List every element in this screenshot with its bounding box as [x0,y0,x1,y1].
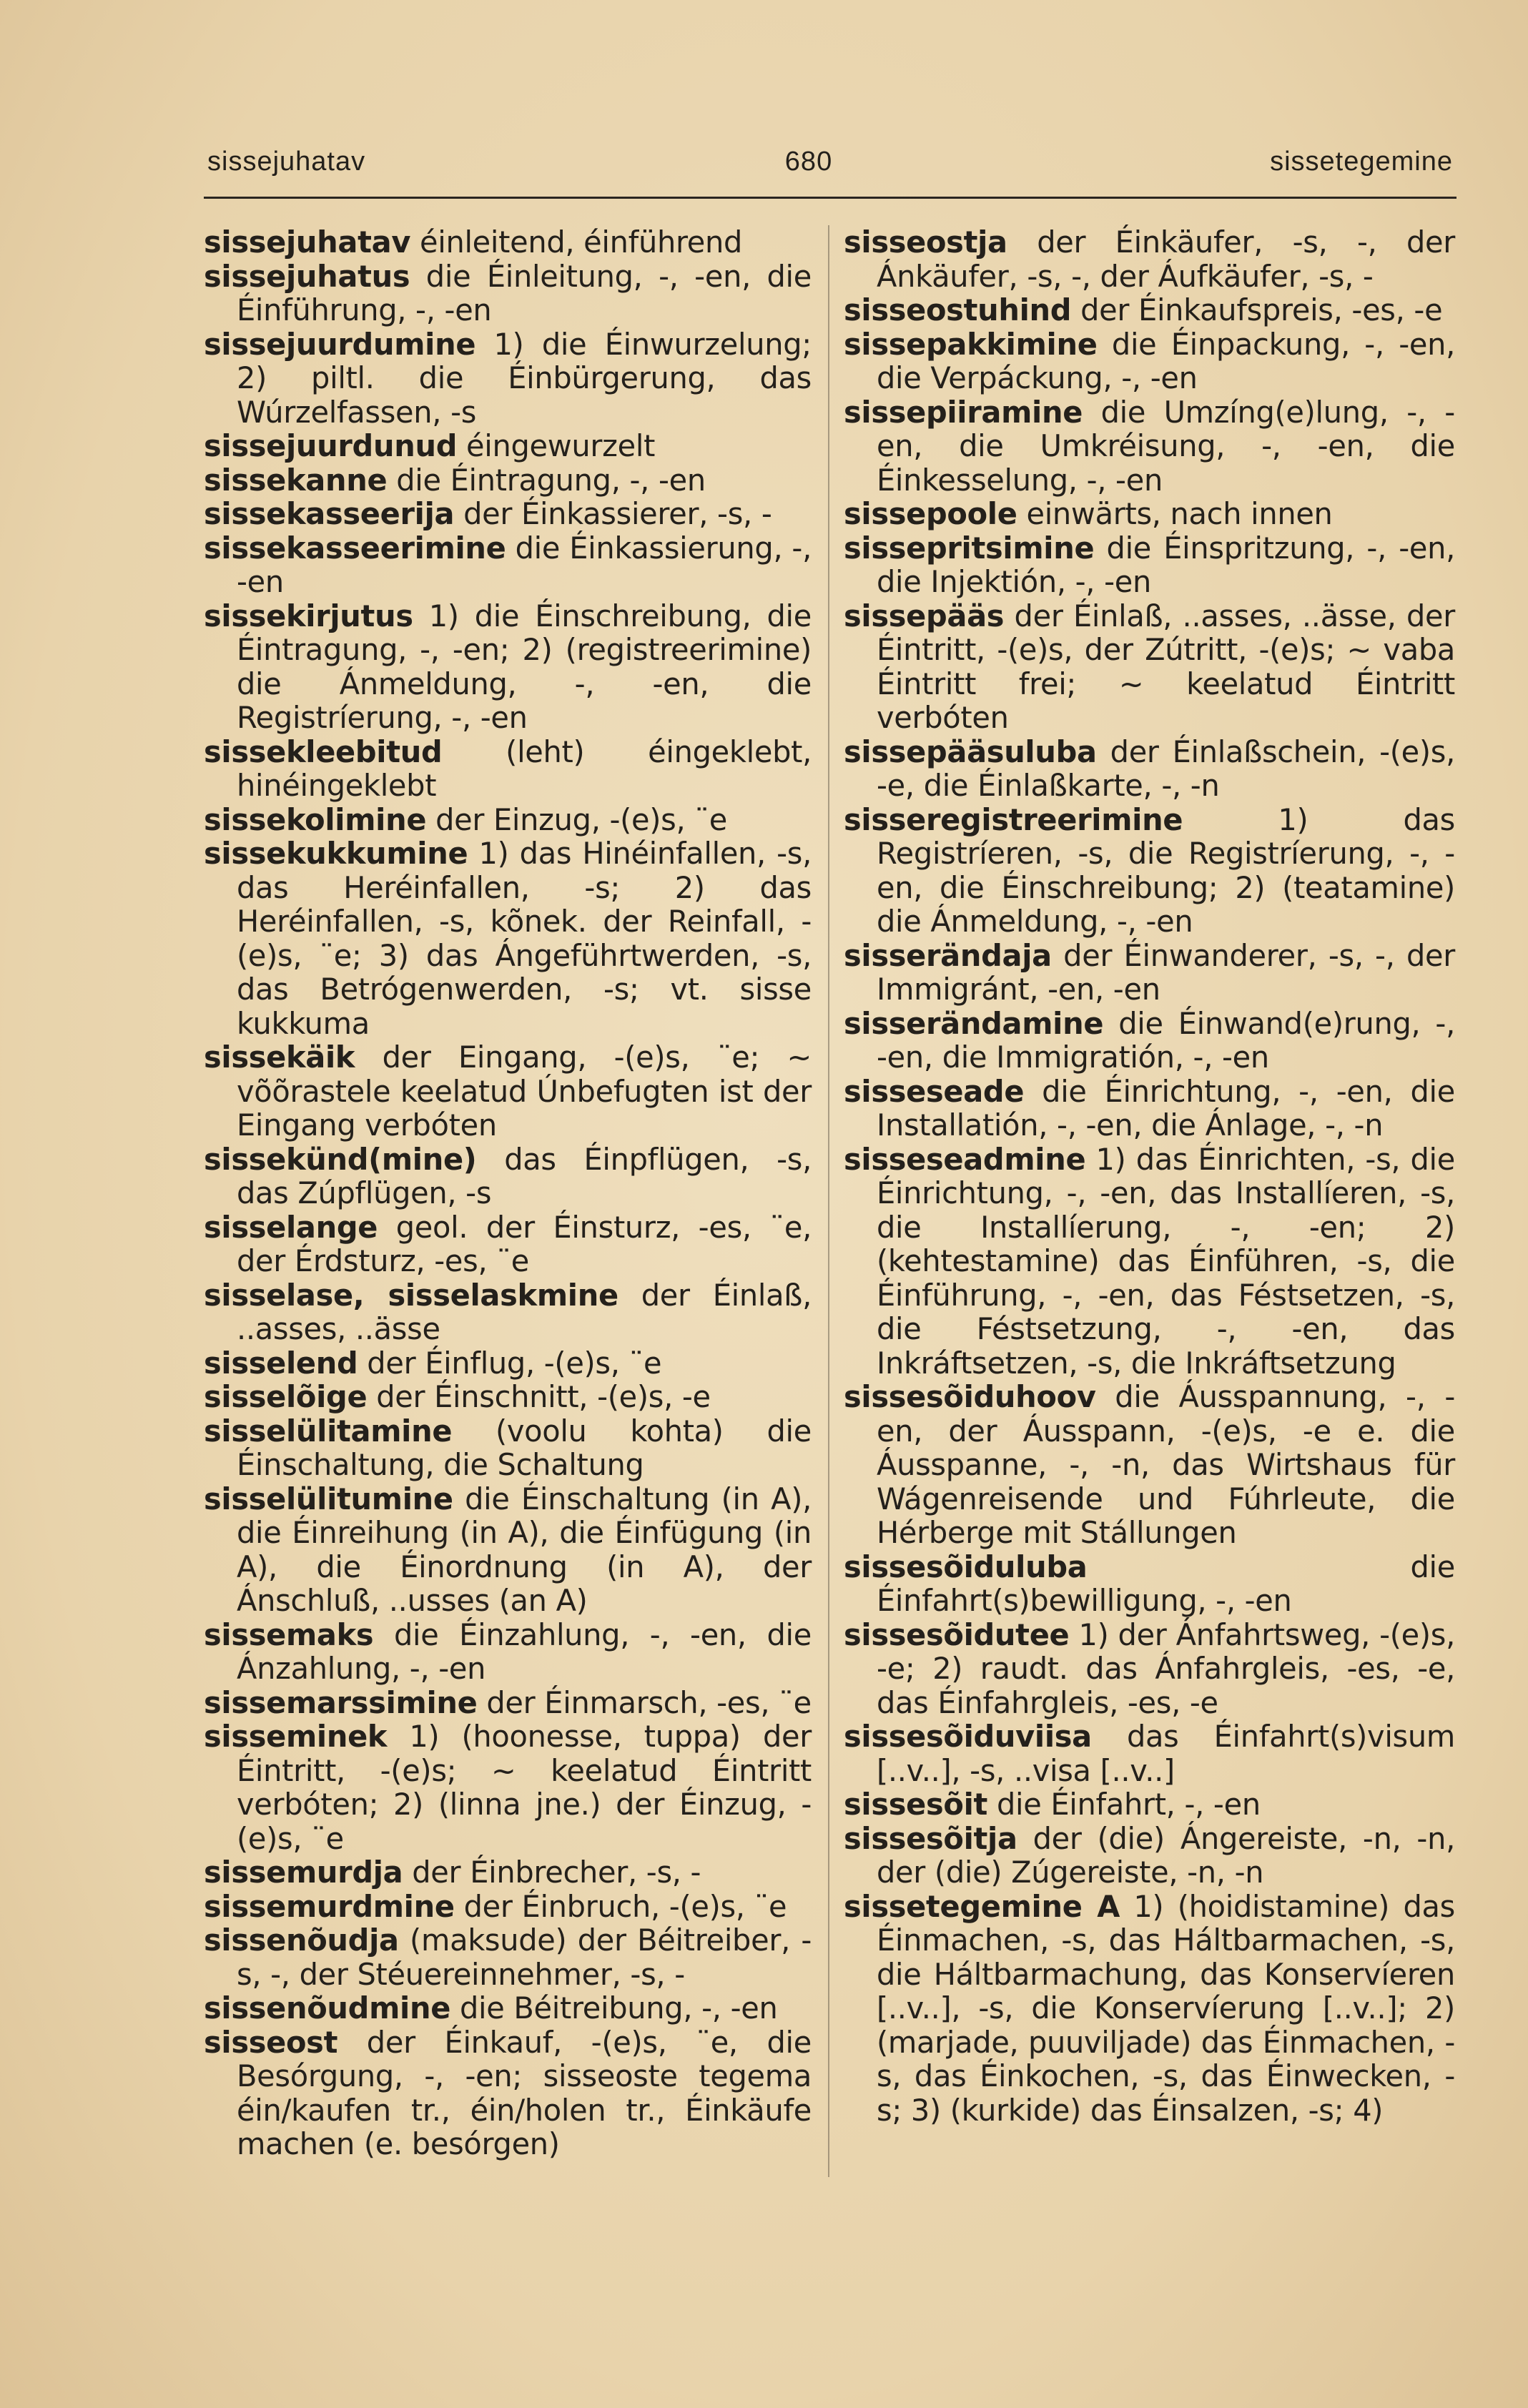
entry-definition: der Éinkassierer, -s, - [454,496,772,531]
entry-headword: sissesõiduviisa [844,1719,1092,1754]
entry-headword: sisseseadmine [844,1141,1086,1177]
entry-headword: sissekasseerija [204,496,455,531]
dictionary-entry [844,1380,1455,1550]
page-number: 680 [784,147,833,177]
entry-definition: der Éinkaufspreis, -es, -e [1071,292,1443,327]
entry-definition: die Éinfahrt(s)bewilligung, -, -en [877,1549,1455,1618]
entry-headword: sisseminek [204,1719,388,1754]
dictionary-entry [204,1686,812,1720]
dictionary-entry [204,1719,812,1855]
entry-definition: der Eingang, -(e)s, ¨e; ~ võõrastele keelatud Únbefugten ist der Eingang verbóten [237,1040,812,1143]
entry-headword: sisserändaja [844,937,1052,973]
dictionary-entry [204,837,812,1040]
dictionary-entry [844,395,1455,498]
entry-definition: die Éinkassierung, -, -en [237,530,812,599]
entry-definition: die Éinfahrt, -, -en [987,1787,1261,1822]
dictionary-entry [844,1007,1455,1075]
dictionary-entry [204,225,812,260]
dictionary-entry [204,1890,812,1924]
entry-headword: sissepiiramine [844,394,1083,430]
entry-headword: sissenõudja [204,1923,399,1958]
entry-headword: sissepakkimine [844,326,1098,362]
entry-headword: sissekünd(mine) [204,1141,477,1177]
dictionary-entry [844,1890,1455,2128]
entry-headword: sissenõudmine [204,1990,451,2025]
entry-definition: der Éinbruch, -(e)s, ¨e [454,1888,787,1924]
entry-definition: die Éinwand(e)rung, -, -en, die Immigratión, -, -en [877,1005,1455,1075]
entry-headword: sissesõit [844,1787,988,1822]
entry-definition: die Éinspritzung, -, -en, die Injektión, -, -en [877,530,1455,599]
entry-headword: sisselange [204,1209,378,1245]
entry-headword: sissemurdja [204,1855,403,1890]
entry-headword: sissepääs [844,598,1005,633]
entry-definition: 1) (hoidistamine) das Éinmachen, -s, das Háltbarmachen, -s, die Háltbarmachung, das Konservíeren [..v..], -s, die Konservíerung [..v..]; 2) (marjade, puuviljade) das Éinmachen, -s, das Éinkochen, -s, das Éinwecken, -s; 3) (kurkide) das Éinsalzen, -s; 4) [877,1888,1455,2128]
entry-definition: geol. der Éinsturz, -es, ¨e, der Érdsturz, -es, ¨e [237,1209,812,1278]
dictionary-entry [204,2025,812,2161]
entry-headword: sissetegemine A [844,1888,1120,1924]
entry-headword: sisselülitumine [204,1481,453,1516]
entry-definition: (voolu kohta) die Éinschaltung, die Schaltung [237,1413,812,1482]
entry-definition: der Éinkäufer, -s, -, der Ánkäufer, -s, -, der Áufkäufer, -s, - [877,224,1455,294]
dictionary-entry [204,429,812,463]
dictionary-entry [204,327,812,430]
entry-definition: der Éinlaß, ..asses, ..ässe [237,1277,812,1346]
entry-headword: sissekukkumine [204,836,468,871]
dictionary-entry [204,1618,812,1686]
left-column [204,225,812,2161]
dictionary-entry [204,1923,812,1991]
dictionary-entry [204,1210,812,1278]
entry-definition: der Éinflug, -(e)s, ¨e [358,1345,662,1381]
entry-definition: das Éinpflügen, -s, das Zúpflügen, -s [237,1141,812,1210]
entry-headword: sissesõidutee [844,1617,1070,1652]
entry-headword: sisserändamine [844,1005,1104,1041]
entry-headword: sissekolimine [204,801,427,837]
entry-definition: der Éinmarsch, -es, ¨e [477,1684,812,1720]
entry-definition: die Éintragung, -, -en [387,462,706,498]
entry-headword: sissesõiduluba [844,1549,1088,1584]
running-head-right: sissetegemine [1270,147,1453,177]
dictionary-entry [844,293,1455,327]
entry-definition: die Éinpackung, -, -en, die Verpáckung, -, -en [877,326,1455,395]
dictionary-entry [844,497,1455,531]
running-head [207,147,1453,189]
entry-headword: sissekäik [204,1040,355,1075]
entry-headword: sissejuhatus [204,258,410,294]
entry-definition: die Umzíng(e)lung, -, -en, die Umkréisung, -, -en, die Éinkesselung, -, -en [877,394,1455,498]
entry-headword: sissesõiduhoov [844,1379,1096,1414]
entry-headword: sissepääsuluba [844,734,1097,769]
entry-headword: sissemurdmine [204,1888,455,1924]
entry-definition: éinleitend, éinführend [410,224,743,260]
entry-headword: sissemarssimine [204,1684,478,1720]
entry-definition: 1) das Hinéinfallen, -s, das Heréinfallen, -s; 2) das Heréinfallen, -s, kõnek. der Reinfall, -(e)s, ¨e; 3) das Ángeführtwerden, -s, das Betrógenwerden, -s; vt. sisse kukkuma [237,836,812,1041]
entry-headword: sisseostja [844,224,1007,260]
entry-headword: sisselase, sisselaskmine [204,1277,618,1313]
entry-definition: die Áusspannung, -, -en, der Áusspann, -(e)s, -e e. die Áusspanne, -, -n, das Wirtshaus für Wágenreisende und Fúhrleute, die Hérberge mit Stállungen [877,1379,1455,1550]
dictionary-entry [204,803,812,837]
entry-definition: 1) das Éinrichten, -s, die Éinrichtung, -, -en, das Installíeren, -s, die Installíerung, -, -en; 2) (kehtestamine) das Éinführen, -s, die Éinführung, -, -en, das Féstsetzen, -s, die Féstsetzung, -, -en, das Inkráftsetzen, -s, die Inkráftsetzung [877,1141,1455,1381]
entry-definition: éingewurzelt [457,428,656,463]
entry-definition: die Éinzahlung, -, -en, die Ánzahlung, -, -en [237,1617,812,1686]
entry-definition: die Éinschaltung (in A), die Éinreihung (in A), die Éinfügung (in A), die Éinordnung (in A), der Ánschluß, ..usses (an A) [237,1481,812,1618]
entry-headword: sisseregistreerimine [844,801,1183,837]
entry-headword: sissepoole [844,496,1017,531]
dictionary-entry [844,1550,1455,1618]
entry-definition: 1) (hoonesse, tuppa) der Éintritt, -(e)s; ~ keelatud Éintritt verbóten; 2) (linna jne.) der Éinzug, -(e)s, ¨e [237,1719,812,1856]
dictionary-entry [844,531,1455,599]
entry-headword: sissejuurdumine [204,326,476,362]
entry-headword: sisselend [204,1345,358,1381]
entry-definition: (leht) éingeklebt, hinéingeklebt [237,734,812,803]
dictionary-entry [204,1414,812,1482]
dictionary-entry [844,225,1455,293]
dictionary-entry [844,327,1455,395]
entry-definition: 1) der Ánfahrtsweg, -(e)s, -e; 2) raudt. das Ánfahrgleis, -es, -e, das Éinfahrgleis, -es, -e [877,1617,1455,1720]
dictionary-entry [844,1822,1455,1890]
dictionary-entry [204,1482,812,1618]
dictionary-entry [204,1278,812,1346]
entry-definition: der Éinwanderer, -s, -, der Immigránt, -en, -en [877,937,1455,1007]
right-column [844,225,1455,2127]
entry-definition: das Éinfahrt(s)visum [..v..], -s, ..visa [..v..] [877,1719,1455,1788]
dictionary-entry [844,939,1455,1007]
entry-definition: die Béitreibung, -, -en [450,1990,778,2025]
entry-definition: der Éinkauf, -(e)s, ¨e, die Besórgung, -, -en; sisseoste tegema éin/kaufen tr., éin/holen tr., Éinkäufe machen (e. besórgen) [237,2024,812,2161]
entry-headword: sissekasseerimine [204,530,506,566]
dictionary-entry [204,735,812,803]
dictionary-entry [204,1855,812,1890]
entry-definition: der Éinlaßschein, -(e)s, -e, die Éinlaßkarte, -, -n [877,734,1455,803]
dictionary-entry [844,735,1455,803]
column-divider [828,225,829,2177]
dictionary-entry [204,599,812,735]
entry-headword: sisselõige [204,1379,368,1414]
header-rule [204,197,1456,199]
entry-headword: sisselülitamine [204,1413,453,1449]
dictionary-entry [844,1719,1455,1787]
entry-headword: sisseostuhind [844,292,1072,327]
dictionary-entry [844,1143,1455,1381]
entry-headword: sissekleebitud [204,734,443,769]
entry-definition: (maksude) der Béitreiber, -s, -, der Stéuereinnehmer, -s, - [237,1923,812,1992]
entry-definition: der Einzug, -(e)s, ¨e [426,801,727,837]
entry-definition: einwärts, nach innen [1017,496,1333,531]
entry-headword: sissepritsimine [844,530,1095,566]
dictionary-entry [844,599,1455,735]
dictionary-entry [204,1380,812,1414]
entry-headword: sisseseade [844,1073,1025,1109]
entry-headword: sissekirjutus [204,598,413,633]
entry-definition: die Éinrichtung, -, -en, die Installatión, -, -en, die Ánlage, -, -n [877,1073,1455,1143]
entry-headword: sissejuurdunud [204,428,458,463]
running-head-left: sissejuhatav [207,147,366,177]
dictionary-entry [204,1143,812,1210]
dictionary-entry [204,1040,812,1143]
dictionary-entry [844,1075,1455,1143]
dictionary-entry [204,531,812,599]
entry-definition: der (die) Ángereiste, -n, -n, der (die) Zúgereiste, -n, -n [877,1820,1455,1890]
entry-definition: die Éinleitung, -, -en, die Éinführung, -, -en [237,258,812,327]
dictionary-entry [204,1991,812,2025]
dictionary-entry [844,803,1455,939]
entry-headword: sissekanne [204,462,388,498]
dictionary-entry [204,497,812,531]
dictionary-entry [844,1618,1455,1720]
dictionary-entry [204,463,812,498]
entry-definition: 1) die Éinschreibung, die Éintragung, -, -en; 2) (registreerimine) die Ánmeldung, -, -en, die Registríerung, -, -en [237,598,812,735]
entry-headword: sissejuhatav [204,224,411,260]
dictionary-entry [204,260,812,327]
entry-definition: 1) die Éinwurzelung; 2) piltl. die Éinbürgerung, das Wúrzelfassen, -s [237,326,812,430]
entry-headword: sissesõitja [844,1820,1017,1856]
entry-headword: sissemaks [204,1617,374,1652]
entry-definition: 1) das Registríeren, -s, die Registríerung, -, -en, die Éinschreibung; 2) (teatamine) die Ánmeldung, -, -en [877,801,1455,939]
dictionary-entry [844,1787,1455,1822]
entry-definition: der Éinlaß, ..asses, ..ässe, der Éintritt, -(e)s, der Zútritt, -(e)s; ~ vaba Éintritt frei; ~ keelatud Éintritt verbóten [877,598,1455,735]
entry-definition: der Éinbrecher, -s, - [403,1855,701,1890]
entry-headword: sisseost [204,2024,338,2060]
dictionary-entry [204,1346,812,1381]
entry-definition: der Éinschnitt, -(e)s, -e [367,1379,711,1414]
